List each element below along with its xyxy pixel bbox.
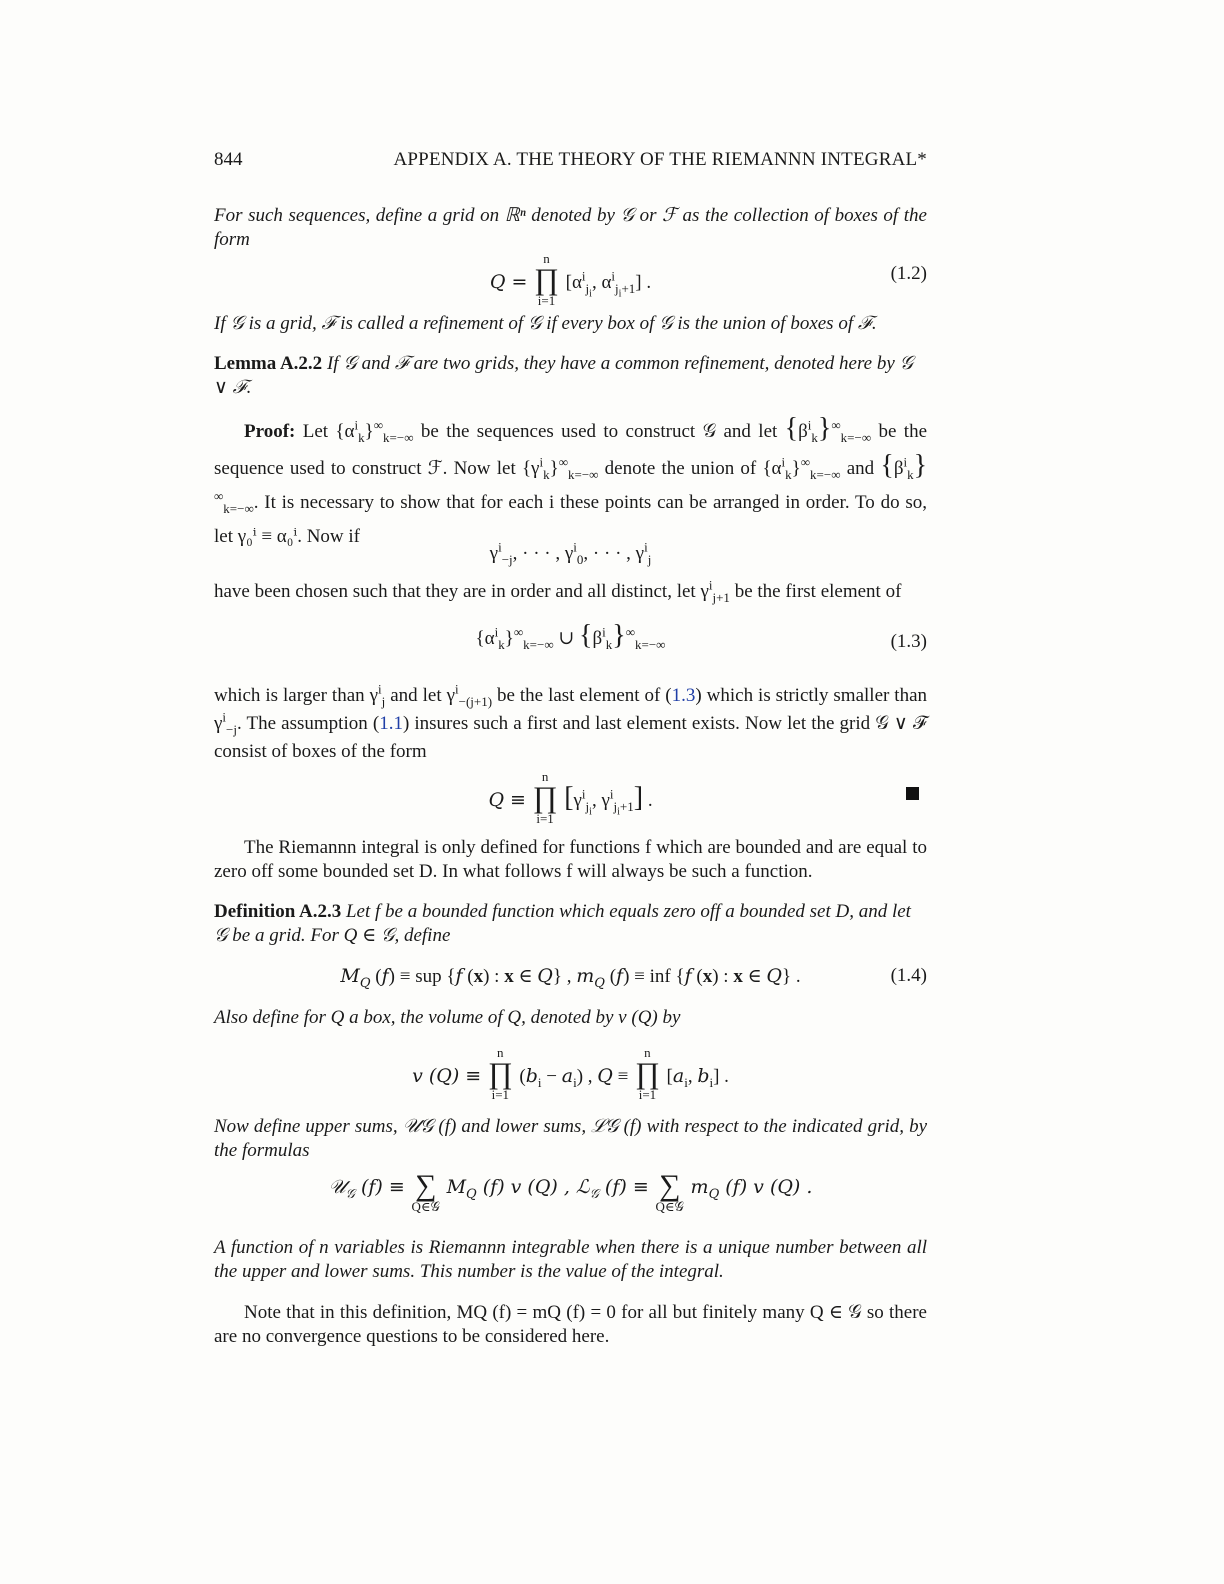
equation-1-2: Q = n ∏ i=1 [$\alpha^i_{j_i}$, $\alpha^i_{j_i+1}$] . (1.2) <box>489 251 927 308</box>
definition-label: Definition A.2.3 <box>214 901 342 922</box>
refined-box-equation: Q ≡ n ∏ i=1 [$\gamma^i_{j_i}$, $\gamma^i_{j_i+1}$] . <box>488 769 653 826</box>
equation-number: (1.3) <box>890 631 927 652</box>
definition-block <box>214 900 927 948</box>
proof-label: Proof: <box>244 421 296 442</box>
running-title: APPENDIX A. THE THEORY OF THE RIEMANNN INTEGRAL* <box>393 149 927 170</box>
sums-equation: 𝒰$_𝒢$ (f) ≡ ∑ Q∈𝒢 $M_Q$ (f) v (Q) , ℒ$_𝒢$ (f) ≡ ∑ Q∈𝒢 $m_Q$ (f) v (Q) . <box>328 1169 813 1214</box>
equation-link[interactable]: 1.1 <box>379 713 403 734</box>
lemma-text: If 𝒢 and ℱ are two grids, they have a common refinement, denoted here by 𝒢 ∨ ℱ. <box>214 353 914 398</box>
equation-link[interactable]: 1.3 <box>671 685 696 706</box>
refinement-definition: If 𝒢 is a grid, ℱ is called a refinement of 𝒢 if every box of 𝒢 is the union of boxes of ℱ. <box>214 313 877 334</box>
equation-number: (1.2) <box>890 263 927 284</box>
proof-ordering: which is larger than $\gamma^i_j$ and let $\gamma^i_{-(j+1)}$ be the last element of (1.3) which is strictly smaller than $\gamma^i_{-j}$. The assumption (1.1) insures such a first and last element exists. Now let the grid 𝒢 ∨ ℱ consist of boxes of the form <box>214 681 928 762</box>
qed-symbol <box>906 787 919 800</box>
lemma-label: Lemma A.2.2 <box>214 353 323 374</box>
integrability-definition: A function of n variables is Riemannn integrable when there is a unique number between all the upper and lower sums. This number is the value of the integral. <box>214 1237 927 1282</box>
volume-equation: v (Q) ≡ n ∏ i=1 $(b_i - a_i)$ , Q ≡ n ∏ i=1 [$a_i$, $b_i$] . <box>412 1045 729 1102</box>
proof-block: Proof: Let $\{\alpha^i_k\}^\infty_{k=-\infty}$ be the sequences used to construct 𝒢 and let $\{\beta^i_k\}^\infty_{k=-\infty}$ be the sequence used to construct ℱ. Now let $\{\gamma^i_k\}^\infty_{k=-\infty}$ denote the union of $\{\alpha^i_k\}^\infty_{k=-\infty}$ and $\{\beta^i_k\}^\infty_{k=-\infty}$. It is necessary to show that for each i these points can be arranged in order. To do so, let γ₀ⁱ ≡ α₀ⁱ. Now if <box>214 413 928 547</box>
definition-text: Let f be a bounded function which equals zero off a bounded set D, and let 𝒢 be a grid. For Q ∈ 𝒢, define <box>214 901 911 946</box>
volume-definition-text: Also define for Q a box, the volume of Q, denoted by v (Q) by <box>214 1007 681 1028</box>
page-header <box>214 148 927 172</box>
equation-1-4: $M_Q$ (f) ≡ sup {f (x) : x ∈ Q} , $m_Q$ (f) ≡ inf {f (x) : x ∈ Q} . (1.4) <box>340 965 927 991</box>
sums-definition-text: Now define upper sums, 𝒰𝒢 (f) and lower sums, ℒ𝒢 (f) with respect to the indicated grid, by the formulas <box>214 1116 927 1161</box>
gamma-sequence: $\gamma^i_{-j}$, · · · , $\gamma^i_0$, · · · , $\gamma^i_j$ <box>489 539 652 567</box>
equation-number: (1.4) <box>890 965 927 986</box>
grid-definition-text: For such sequences, define a grid on ℝⁿ denoted by 𝒢 or ℱ as the collection of boxes of the form <box>214 205 927 250</box>
page-number: 844 <box>214 149 243 170</box>
proof-continued: have been chosen such that they are in order and all distinct, let $\gamma^i_{j+1}$ be the first element of <box>214 577 902 605</box>
riemann-intro-paragraph: The Riemannn integral is only defined for functions f which are bounded and are equal to zero off some bounded set D. In what follows f will always be such a function. <box>214 837 927 882</box>
equation-1-3: $\{\alpha^i_k\}^\infty_{k=-\infty}$ ∪ $\{\beta^i_k\}^\infty_{k=-\infty}$ (1.3) <box>475 620 927 652</box>
convergence-note: Note that in this definition, MQ (f) = mQ (f) = 0 for all but finitely many Q ∈ 𝒢 so there are no convergence questions to be considered here. <box>214 1302 927 1347</box>
lemma-block <box>214 352 927 400</box>
